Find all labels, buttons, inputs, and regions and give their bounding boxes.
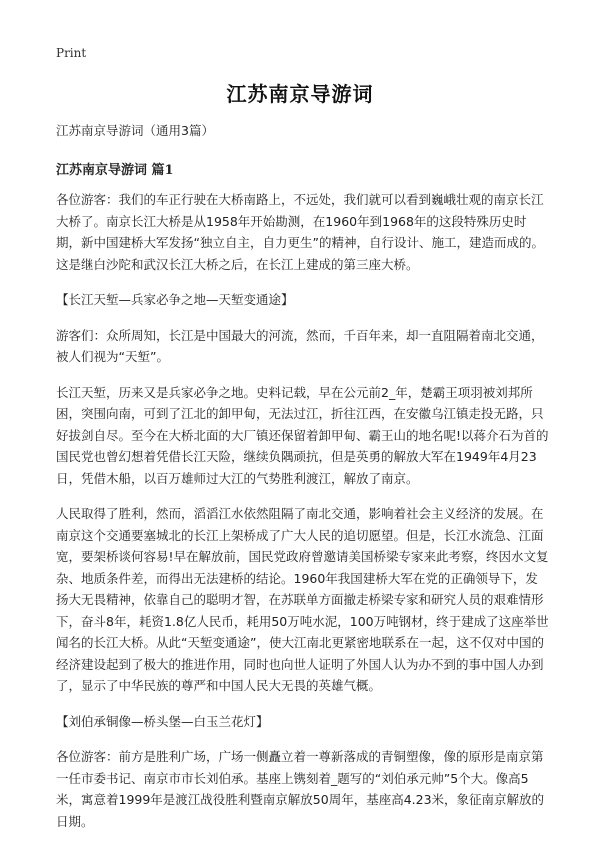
document-body [56, 120, 550, 846]
document-subtitle: 江苏南京导游词（通用3篇） [56, 123, 214, 138]
print-link[interactable]: Print [56, 46, 87, 60]
paragraph-bridge-construction: 人民取得了胜利，然而，滔滔江水依然阻隔了南北交通，影响着社会主义经济的发展。在南京这个交通要塞城北的长江上架桥成了广大人民的追切愿望。但是，长江水流急、江面宽，要架桥谈何容易!早在解放前，国民党政府曾邀请美国桥梁专家来此考察，终因水文复杂、地质条件差，而得出无法建桥的结论。1960年我国建桥大军在党的正确领导下，发扬大无畏精神，依靠自己的聪明才智，在苏联单方面撤走桥梁专家和研究人员的艰难情形下，奋斗8年，耗资1.8亿人民币，耗用50万吨水泥，100万吨钢材，终于建成了这座举世闻名的长江大桥。从此“天堑变通途”，使大江南北更紧密地联系在一起，这不仅对中国的经济建设起到了极大的推进作用，同时也向世人证明了外国人认为办不到的事中国人办到了，显示了中华民族的尊严和中国人民大无畏的英雄气概。 [56, 506, 549, 693]
paragraph-intro: 各位游客：我们的车正行驶在大桥南路上，不远处，我们就可以看到巍峨壮观的南京长江大桥了。南京长江大桥是从1958年开始勘测，在1960年到1968年的这段特殊历史时期，新中国建桥大军发扬“独立自主，自力更生”的精神，自行设计、施工，建造而成的。这是继白沙陀和武汉长江大桥之后，在长江上建成的第三座大桥。 [56, 192, 544, 272]
paragraph-river: 游客们：众所周知，长江是中国最大的河流，然而，千百年来，却一直阻隔着南北交通，被人们视为“天堑”。 [56, 327, 544, 364]
paragraph-history: 长江天堑，历来又是兵家必争之地。史料记载，早在公元前2_年，楚霸王项羽被刘邦所困，突围向南，可到了江北的卸甲甸，无法过江，折往江西，在安徽乌江镇走投无路，只好拔剑自尽。至今在大桥北面的大厂镇还保留着卸甲甸、霸王山的地名呢!以蒋介石为首的国民党也曾幻想着凭借长江天险，继续负隅顽抗，但是英勇的解放大军在1949年4月23日，凭借木船，以百万雄师过大江的气势胜利渡江，解放了南京。 [56, 384, 549, 486]
page-title: 江苏南京导游词 [226, 82, 374, 106]
section-heading: 【长江天堑—兵家必争之地—天堑变通途】 [56, 292, 294, 307]
part-heading: 江苏南京导游词 篇1 [56, 162, 174, 178]
paragraph-statue: 各位游客：前方是胜利广场，广场一侧矗立着一尊新落成的青铜塑像，像的原形是南京第一任市委书记、南京市市长刘伯承。基座上镌刻着_题写的“刘伯承元帅”5个大。像高5米，寓意着1999年是渡江战役胜利暨南京解放50周年，基座高4.23米，象征南京解放的日期。 [56, 749, 545, 829]
section-heading: 【刘伯承铜像—桥头堡—白玉兰花灯】 [56, 713, 269, 729]
